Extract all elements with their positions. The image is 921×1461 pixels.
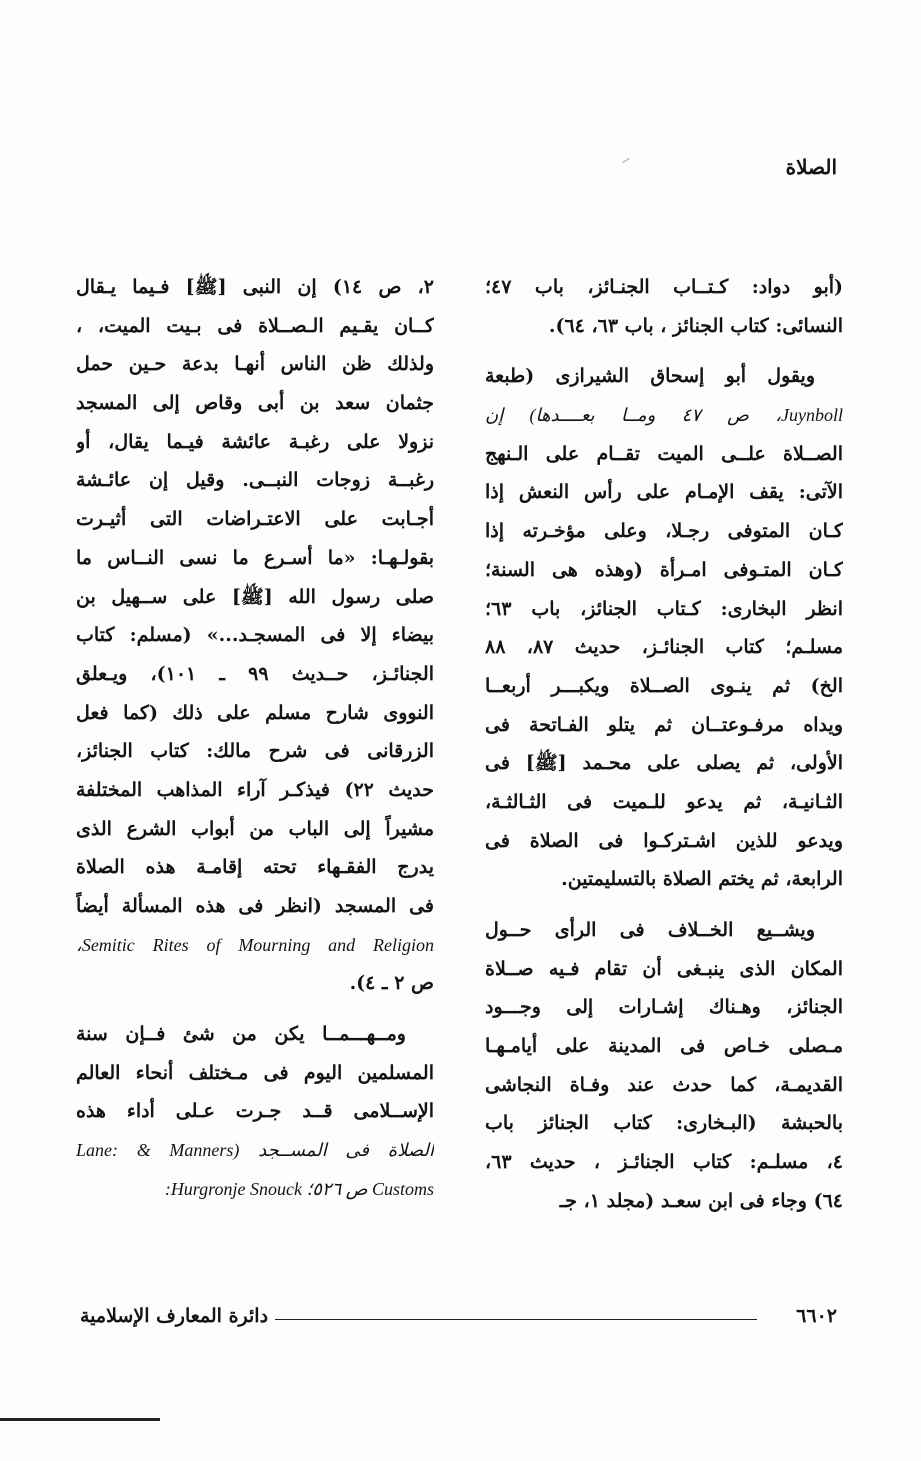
text-line: الرابعة، ثم يختم الصلاة بالتسليمتين. bbox=[561, 868, 843, 891]
text-line: ومــهـــمــا يكن من شئ فــإن سنة bbox=[76, 1023, 406, 1046]
text-line: ص ٢ ـ ٤). bbox=[349, 972, 434, 995]
text-line: الثـانيـة، ثم يدعو للـميت فى الثـالثـة، bbox=[485, 790, 843, 813]
text-line: جثمان سعد بن أبى وقاص إلى المسجد bbox=[76, 392, 434, 415]
text-line: المسلمين اليوم فى مـختلف أنحاء العالم bbox=[76, 1061, 434, 1084]
paragraph-gap bbox=[485, 345, 843, 357]
text-line: Customs ص ٥٢٦؛ Hurgronje Snouck: bbox=[164, 1178, 434, 1199]
text-line: المكان الذى ينبـغى أن تقام فـيه صــلاة bbox=[485, 957, 843, 980]
text-line: أجـابت على الاعتـراضات التى أثيـرت bbox=[76, 508, 434, 531]
text-line: (أبو دواد: كـتــاب الجنـائز، باب ٤٧؛ bbox=[485, 276, 843, 298]
scan-edge-line bbox=[0, 1418, 160, 1421]
text-line: ٢، ص ١٤) إن النبى [ﷺ] فـيما يـقال bbox=[76, 276, 434, 298]
text-line: رغبــة زوجات النبــى. وقيل إن عائـشة bbox=[76, 469, 434, 492]
text-line: الخ) ثم ينـوى الصــلاة ويكبـــر أربعــا bbox=[485, 674, 843, 697]
text-line: بقولـهـا: «ما أسـرع ما نسى النــاس ما bbox=[76, 546, 434, 569]
text-line: ويدعو للذين اشـتركـوا فى الصلاة فى bbox=[485, 829, 843, 852]
text-line: ولذلك ظن الناس أنهـا بدعة حـين حمل bbox=[76, 353, 434, 376]
scan-speck bbox=[622, 158, 629, 163]
text-line: كـان المتـوفى امـرأة (وهذه هى السنة؛ bbox=[485, 558, 843, 581]
text-line: النووى شارح مسلم على ذلك (كما فعل bbox=[76, 701, 434, 724]
text-line: الصــلاة علــى الميت تقــام على الـنهج bbox=[485, 442, 843, 465]
text-line: الصلاة فى المســجد (Lane: & Manners bbox=[76, 1140, 434, 1161]
text-line: حديث ٢٢) فيذكـر آراء المذاهب المختلفة bbox=[76, 778, 434, 801]
text-line: ٤، مسلـم: كتاب الجنائـز ، حديث ٦٣، bbox=[485, 1151, 843, 1174]
text-line: انظر البخارى: كـتاب الجنائز، باب ٦٣؛ bbox=[485, 597, 843, 620]
text-line: ويداه مرفـوعتــان ثم يتلو الفـاتحة فى bbox=[485, 713, 843, 736]
publication-title: دائرة المعارف الإسلامية bbox=[80, 1305, 269, 1327]
text-line: بالحبشة (البـخارى: كتاب الجنائز باب bbox=[485, 1112, 843, 1135]
text-line: نزولا على رغبـة عائشة فيـما يقال، أو bbox=[76, 430, 434, 453]
text-line: الآتى: يقف الإمـام على رأس النعش إذا bbox=[485, 481, 843, 504]
text-line: كــان يقـيم الـصــلاة فى بـيت الميت، ، bbox=[76, 314, 434, 337]
right-text-column bbox=[485, 268, 843, 1221]
text-line: ويقول أبو إسحاق الشيرازى (طبعة bbox=[485, 365, 815, 388]
page-footer bbox=[80, 1305, 837, 1335]
text-line: مـصلى خـاص فى المدينة على أيامـهـا bbox=[485, 1035, 843, 1058]
text-line: الإســلامى قــد جـرت عـلى أداء هذه bbox=[76, 1100, 434, 1123]
text-line: ويشــيع الخــلاف فى الرأى حــول bbox=[485, 919, 815, 941]
text-line: الجنائـز، حــديث ٩٩ ـ ١٠١)، ويـعلق bbox=[76, 662, 434, 685]
text-line: Semitic Rites of Mourning and Religion، bbox=[76, 934, 434, 955]
text-line: مسلـم؛ كتاب الجنائـز، حديث ٨٧، ٨٨ bbox=[485, 636, 843, 659]
text-line: الأولى، ثم يصلى على محـمد [ﷺ] فى bbox=[485, 752, 843, 775]
text-line: بيضاء إلا فى المسجـد...» (مسلم: كتاب bbox=[76, 624, 434, 647]
text-line: مشيراً إلى الباب من أبواب الشرع الذى bbox=[76, 817, 434, 840]
page-number: ٦٦٠٢ bbox=[796, 1305, 837, 1327]
text-line: يدرج الفقـهاء تحته إقامـة هذه الصلاة bbox=[76, 856, 434, 879]
running-head: الصلاة bbox=[785, 155, 837, 179]
paragraph-gap bbox=[76, 1003, 434, 1015]
paragraph-gap bbox=[485, 899, 843, 911]
footer-rule bbox=[275, 1319, 757, 1320]
left-text-column bbox=[76, 268, 434, 1209]
text-line: صلى رسول الله [ﷺ] على ســهيل بن bbox=[76, 585, 434, 608]
text-line: الزرقانى فى شرح مالك: كتاب الجنائز، bbox=[76, 740, 434, 763]
text-line: Juynboll، ص ٤٧ ومــا بعــــدها) إن bbox=[485, 405, 843, 426]
text-line: الجنائز، وهـناك إشـارات إلى وجـــود bbox=[485, 996, 843, 1019]
text-line: فى المسجد (انظر فى هذه المسألة أيضاً bbox=[76, 895, 434, 917]
text-line: ٦٤) وجاء فى ابن سعـد (مجلد ١، جـ bbox=[559, 1189, 843, 1212]
text-line: النسائى: كتاب الجنائز ، باب ٦٣، ٦٤). bbox=[548, 314, 843, 337]
text-line: كـان المتوفى رجـلا، وعلى مؤخـرته إذا bbox=[485, 520, 843, 543]
text-line: القديمـة، كما حدث عند وفـاة النجاشى bbox=[485, 1073, 843, 1096]
